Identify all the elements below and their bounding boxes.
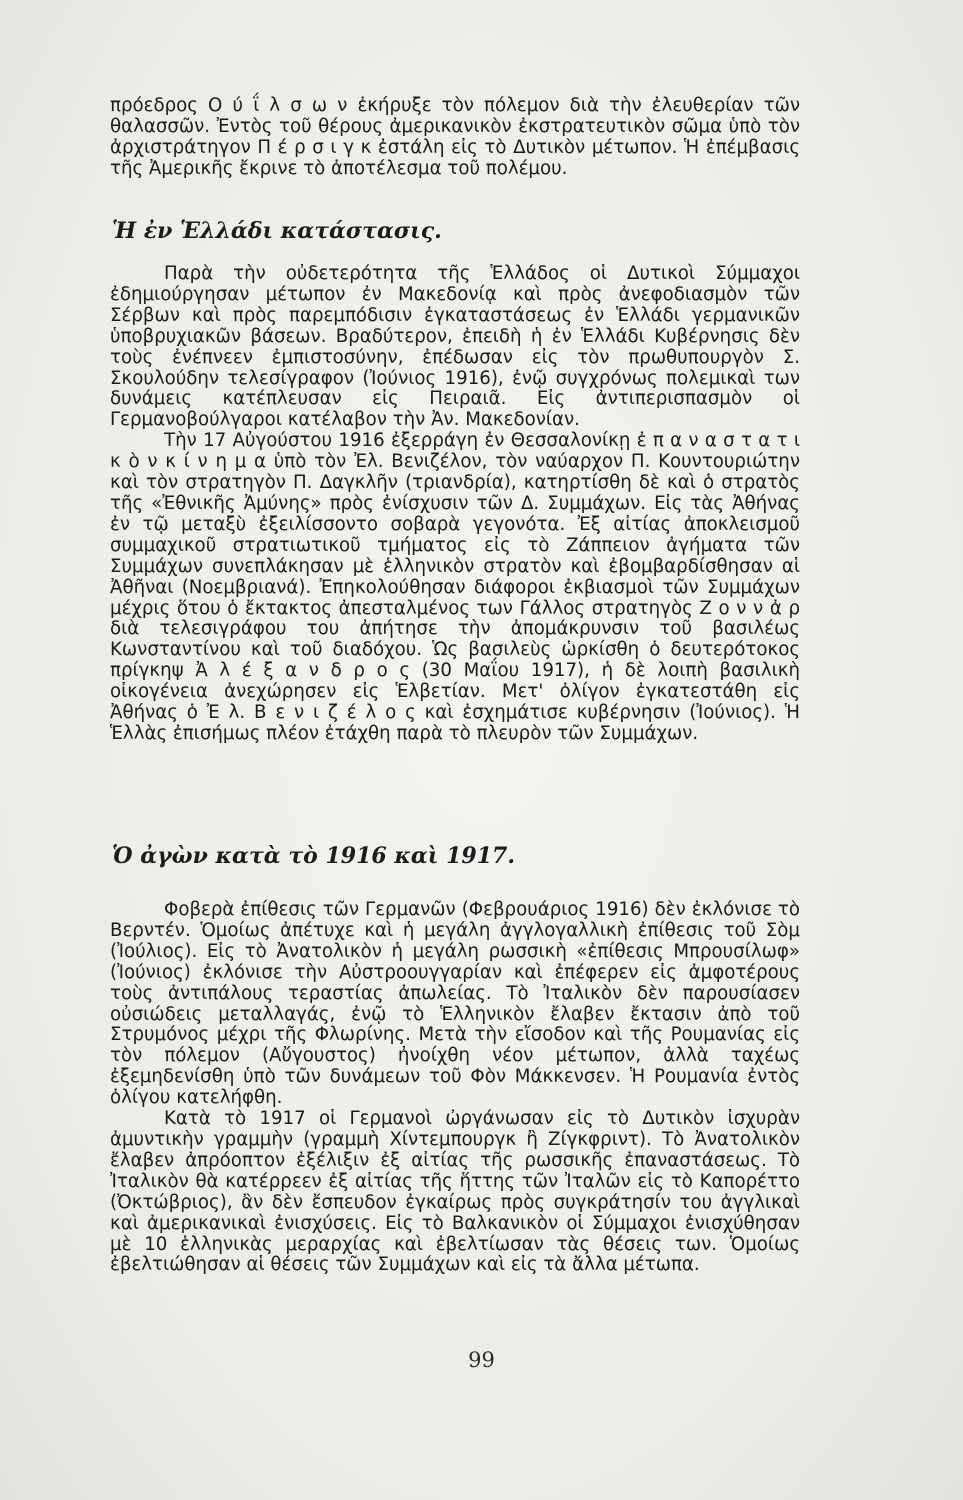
paragraph: Φοβερὰ ἐπίθεσις τῶν Γερμανῶν (Φεβρουάριος 1916) δὲν ἐκλόνισε τὸ Βερντέν. Ὁμοίως ἀπέτυχε καὶ ἡ μεγάλη ἀγγλογαλλικὴ ἐπίθεσις τοῦ Σὸμ (Ἰούλιος). Εἰς τὸ Ἀνατολικὸν ἡ μεγάλη ρωσσικὴ «ἐπίθεσις Μπρουσίλωφ» (Ἰούνιος) ἐκλόνισε τὴν Αὐστροουγγαρίαν καὶ ἐπέφερεν εἰς ἀμφοτέρους τοὺς ἀντιπάλους τεραστίας ἀπωλείας. Τὸ Ἰταλικὸν δὲν παρουσίασεν οὐσιώδεις μεταλλαγάς, ἐνῷ τὸ Ἑλληνικὸν ἔλαβεν ἔκτασιν ἀπὸ τοῦ Στρυμόνος μέχρι τῆς Φλωρίνης. Μετὰ τὴν εἴσοδον καὶ τῆς Ρουμανίας εἰς τὸν πόλεμον (Αὔγουστος) ἠνοίχθη νέον μέτωπον, ἀλλὰ ταχέως ἐξεμηδενίσθη ὑπὸ τῶν δυνάμεων τοῦ Φὸν Μάκκενσεν. Ἡ Ρουμανία ἐντὸς ὀλίγου κατελήφθη. [110,899,800,1109]
section-struggle-text [110,900,800,1276]
intro-paragraph: πρόεδρος Ο ύ ΐ λ σ ω ν ἐκήρυξε τὸν πόλεμον διὰ τὴν ἐλευθερίαν τῶν θαλασσῶν. Ἐντὸς τοῦ θέρους ἀμερικανικὸν ἐκστρατευτικὸν σῶμα ὑπὸ τὸν ἀρχιστράτηγον Π έ ρ σ ι γ κ ἐστάλη εἰς τὸ Δυτικὸν μέτωπον. Ἡ ἐπέμβασις τῆς Ἀμερικῆς ἔκρινε τὸ ἀποτέλεσμα τοῦ πολέμου. [110,95,800,179]
section-greece-text [110,264,800,745]
intro-text-block [110,96,800,180]
paragraph: Τὴν 17 Αὐγούστου 1916 ἐξερράγη ἐν Θεσσαλονίκῃ ἐ π α ν α σ τ α τ ι κ ὸ ν κ ί ν η μ α ὑπὸ τὸν Ἐλ. Βενιζέλον, τὸν ναύαρχον Π. Κουντουριώτην καὶ τὸν στρατηγὸν Π. Δαγκλῆν (τριανδρία), κατηρτίσθη δὲ καὶ ὁ στρατὸς τῆς «Ἐθνικῆς Ἀμύνης» πρὸς ἐνίσχυσιν τῶν Δ. Συμμάχων. Εἰς τὰς Ἀθήνας ἐν τῷ μεταξὺ ἐξειλίσσοντο σοβαρὰ γεγονότα. Ἐξ αἰτίας ἀποκλεισμοῦ συμμαχικοῦ στρατιωτικοῦ τμήματος εἰς τὸ Ζάππειον ἀγήματα τῶν Συμμάχων συνεπλάκησαν μὲ ἑλληνικὸν στρατὸν καὶ ἐβομβαρδίσθησαν αἱ Ἀθῆναι (Νοεμβριανά). Ἐπηκολούθησαν διάφοροι ἐκβιασμοὶ τῶν Συμμάχων μέχρις ὅτου ὁ ἔκτακτος ἀπεσταλμένος των Γάλλος στρατηγὸς Ζ ο ν ν ἀ ρ διὰ τελεσιγράφου του ἀπήτησε τὴν ἀπομάκρυνσιν τοῦ βασιλέως Κωνσταντίνου καὶ τοῦ διαδόχου. Ὡς βασιλεὺς ὡρκίσθη ὁ δευτερότοκος πρίγκηψ Ἀ λ έ ξ α ν δ ρ ο ς (30 Μαΐου 1917), ἡ δὲ λοιπὴ βασιλικὴ οἰκογένεια ἀνεχώρησεν εἰς Ἑλβετίαν. Μετ' ὀλίγον ἐγκατεστάθη εἰς Ἀθήνας ὁ Ἐ λ. Β ε ν ι ζ έ λ ο ς καὶ ἐσχημάτισε κυβέρνησιν (Ἰούνιος). Ἡ Ἑλλὰς ἐπισήμως πλέον ἐτάχθη παρὰ τὸ πλευρὸν τῶν Συμμάχων. [110,430,800,744]
page-number: 99 [468,1348,495,1372]
section-heading-greece: Ἡ ἐν Ἑλλάδι κατάστασις. [112,218,442,244]
section-heading-struggle: Ὁ ἀγὼν κατὰ τὸ 1916 καὶ 1917. [112,843,515,869]
paragraph: Παρὰ τὴν οὐδετερότητα τῆς Ἑλλάδος οἱ Δυτικοὶ Σύμμαχοι ἐδημιούργησαν μέτωπον ἐν Μακεδονίᾳ καὶ πρὸς ἀνεφοδιασμὸν τῶν Σέρβων καὶ πρὸς παρεμπόδισιν ἐγκαταστάσεως ἐν Ἑλλάδι γερμανικῶν ὑποβρυχιακῶν βάσεων. Βραδύτερον, ἐπειδὴ ἡ ἐν Ἑλλάδι Κυβέρνησις δὲν τοὺς ἐνέπνεεν ἐμπιστοσύνην, ἐπέδωσαν εἰς τὸν πρωθυπουργὸν Σ. Σκουλούδην τελεσίγραφον (Ἰούνιος 1916), ἐνῷ συγχρόνως πολεμικαὶ των δυνάμεις κατέπλευσαν εἰς Πειραιᾶ. Εἰς ἀντιπερισπασμὸν οἱ Γερμανοβούλγαροι κατέλαβον τὴν Ἀν. Μακεδονίαν. [110,263,800,431]
paragraph: Κατὰ τὸ 1917 οἱ Γερμανοὶ ὠργάνωσαν εἰς τὸ Δυτικὸν ἰσχυρὰν ἀμυντικὴν γραμμὴν (γραμμὴ Χίντεμπουργκ ἢ Ζίγκφριντ). Τὸ Ἀνατολικὸν ἔλαβεν ἀπρόοπτον ἐξέλιξιν ἐξ αἰτίας τῆς ρωσσικῆς ἐπαναστάσεως. Τὸ Ἰταλικὸν θὰ κατέρρεεν ἐξ αἰτίας τῆς ἥττης τῶν Ἰταλῶν εἰς τὸ Καπορέττο (Ὀκτώβριος), ἂν δὲν ἔσπευδον ἐγκαίρως πρὸς συγκράτησίν του ἀγγλικαὶ καὶ ἀμερικανικαὶ ἐνισχύσεις. Εἰς τὸ Βαλκανικὸν οἱ Σύμμαχοι ἐνισχύθησαν μὲ 10 ἑλληνικὰς μεραρχίας καὶ ἐβελτίωσαν τὰς θέσεις των. Ὁμοίως ἐβελτιώθησαν αἱ θέσεις τῶν Συμμάχων καὶ εἰς τὰ ἄλλα μέτωπα. [110,1108,800,1276]
